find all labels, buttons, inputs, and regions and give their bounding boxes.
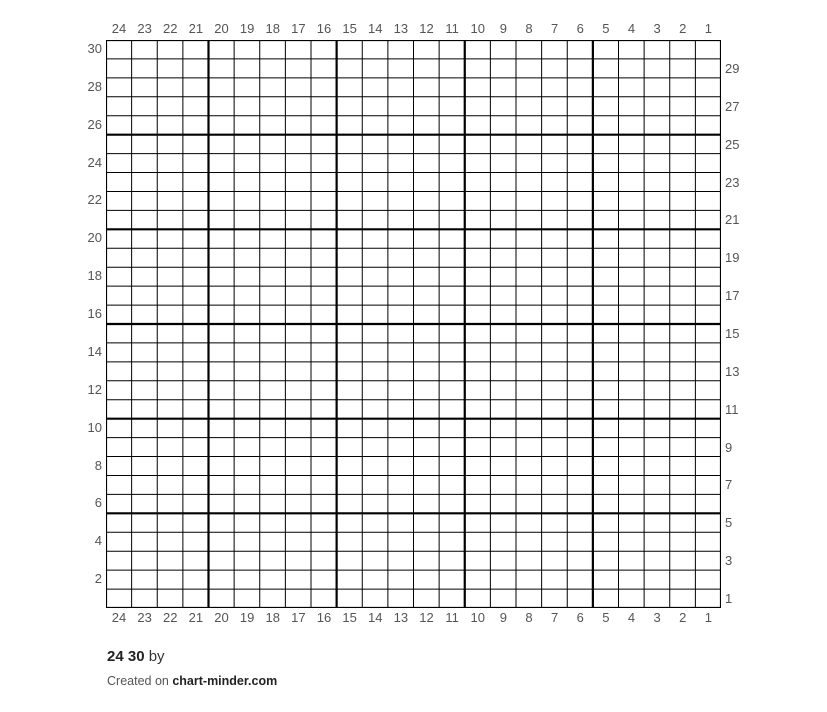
column-label-bottom: 8 bbox=[525, 610, 533, 625]
column-label-top: 17 bbox=[291, 21, 306, 36]
knitting-chart-grid bbox=[106, 40, 721, 608]
column-label-bottom: 14 bbox=[368, 610, 383, 625]
column-label-bottom: 10 bbox=[470, 610, 485, 625]
column-label-bottom: 23 bbox=[137, 610, 152, 625]
column-label-bottom: 12 bbox=[419, 610, 434, 625]
row-label-left: 10 bbox=[87, 419, 102, 435]
column-label-bottom: 2 bbox=[679, 610, 687, 625]
chart-height: 30 bbox=[127, 648, 145, 665]
column-label-bottom: 24 bbox=[111, 610, 127, 625]
column-label-top: 7 bbox=[551, 21, 559, 36]
row-label-left: 26 bbox=[87, 116, 102, 132]
column-label-top: 22 bbox=[163, 21, 178, 36]
column-label-top: 3 bbox=[653, 21, 661, 36]
row-label-left: 6 bbox=[94, 495, 102, 511]
row-label-left: 2 bbox=[94, 571, 102, 587]
row-label-right: 5 bbox=[725, 515, 733, 531]
row-label-left: 24 bbox=[87, 154, 102, 170]
row-label-left: 30 bbox=[87, 41, 102, 56]
column-label-top: 1 bbox=[704, 21, 712, 36]
chart-width: 24 bbox=[107, 648, 124, 665]
column-label-top: 13 bbox=[393, 21, 409, 36]
row-label-left: 28 bbox=[87, 78, 102, 94]
row-label-left: 4 bbox=[94, 533, 102, 549]
row-label-right: 25 bbox=[725, 136, 740, 152]
row-label-right: 1 bbox=[725, 591, 733, 607]
row-label-left: 22 bbox=[87, 192, 102, 208]
column-label-bottom: 18 bbox=[265, 610, 280, 625]
row-label-right: 3 bbox=[725, 553, 733, 569]
column-label-bottom: 21 bbox=[188, 610, 204, 625]
column-label-top: 5 bbox=[602, 21, 610, 36]
row-label-left: 18 bbox=[87, 268, 102, 284]
column-label-bottom: 13 bbox=[393, 610, 409, 625]
column-label-top: 19 bbox=[239, 21, 255, 36]
column-label-top: 21 bbox=[188, 21, 204, 36]
column-label-top: 2 bbox=[679, 21, 687, 36]
column-label-top: 8 bbox=[525, 21, 533, 36]
row-label-right: 7 bbox=[725, 477, 733, 493]
footer-credit bbox=[107, 674, 277, 688]
column-label-bottom: 19 bbox=[239, 610, 255, 625]
column-label-top: 14 bbox=[368, 21, 383, 36]
row-label-right: 9 bbox=[725, 439, 733, 455]
row-label-right: 29 bbox=[725, 60, 740, 76]
column-label-top: 23 bbox=[137, 21, 152, 36]
row-label-right: 19 bbox=[725, 250, 740, 266]
column-label-bottom: 6 bbox=[576, 610, 584, 625]
column-label-bottom: 15 bbox=[342, 610, 357, 625]
column-label-top: 18 bbox=[265, 21, 280, 36]
column-label-top: 24 bbox=[111, 21, 127, 36]
column-label-top: 6 bbox=[576, 21, 584, 36]
column-label-bottom: 3 bbox=[653, 610, 661, 625]
column-label-bottom: 7 bbox=[551, 610, 559, 625]
row-label-right: 23 bbox=[725, 174, 740, 190]
column-label-top: 10 bbox=[470, 21, 485, 36]
column-label-bottom: 4 bbox=[627, 610, 636, 625]
row-label-right: 21 bbox=[725, 212, 740, 228]
column-label-top: 9 bbox=[499, 21, 507, 36]
row-label-right: 27 bbox=[725, 98, 740, 114]
row-label-left: 8 bbox=[94, 457, 102, 473]
created-on-label: Created on bbox=[107, 674, 169, 688]
row-label-left: 20 bbox=[87, 230, 102, 246]
column-label-bottom: 11 bbox=[445, 610, 459, 625]
row-label-left: 14 bbox=[87, 343, 102, 359]
row-label-right: 11 bbox=[725, 401, 739, 417]
by-label: by bbox=[148, 648, 165, 665]
row-label-right: 17 bbox=[725, 288, 740, 304]
column-label-bottom: 17 bbox=[291, 610, 306, 625]
column-label-top: 15 bbox=[342, 21, 357, 36]
row-label-left: 16 bbox=[87, 306, 102, 322]
column-label-bottom: 16 bbox=[316, 610, 332, 625]
column-label-bottom: 9 bbox=[499, 610, 507, 625]
row-label-left: 12 bbox=[87, 381, 102, 397]
column-label-top: 20 bbox=[214, 21, 229, 36]
column-label-bottom: 20 bbox=[214, 610, 229, 625]
column-label-top: 4 bbox=[627, 21, 636, 36]
row-label-right: 15 bbox=[725, 326, 740, 341]
column-label-bottom: 1 bbox=[704, 610, 712, 625]
chart-title bbox=[107, 648, 165, 665]
column-label-bottom: 22 bbox=[163, 610, 178, 625]
column-label-top: 11 bbox=[445, 21, 459, 36]
row-label-right: 13 bbox=[725, 363, 740, 379]
column-label-bottom: 5 bbox=[602, 610, 610, 625]
column-label-top: 12 bbox=[419, 21, 434, 36]
site-link[interactable]: chart-minder.com bbox=[172, 674, 278, 688]
column-label-top: 16 bbox=[316, 21, 332, 36]
